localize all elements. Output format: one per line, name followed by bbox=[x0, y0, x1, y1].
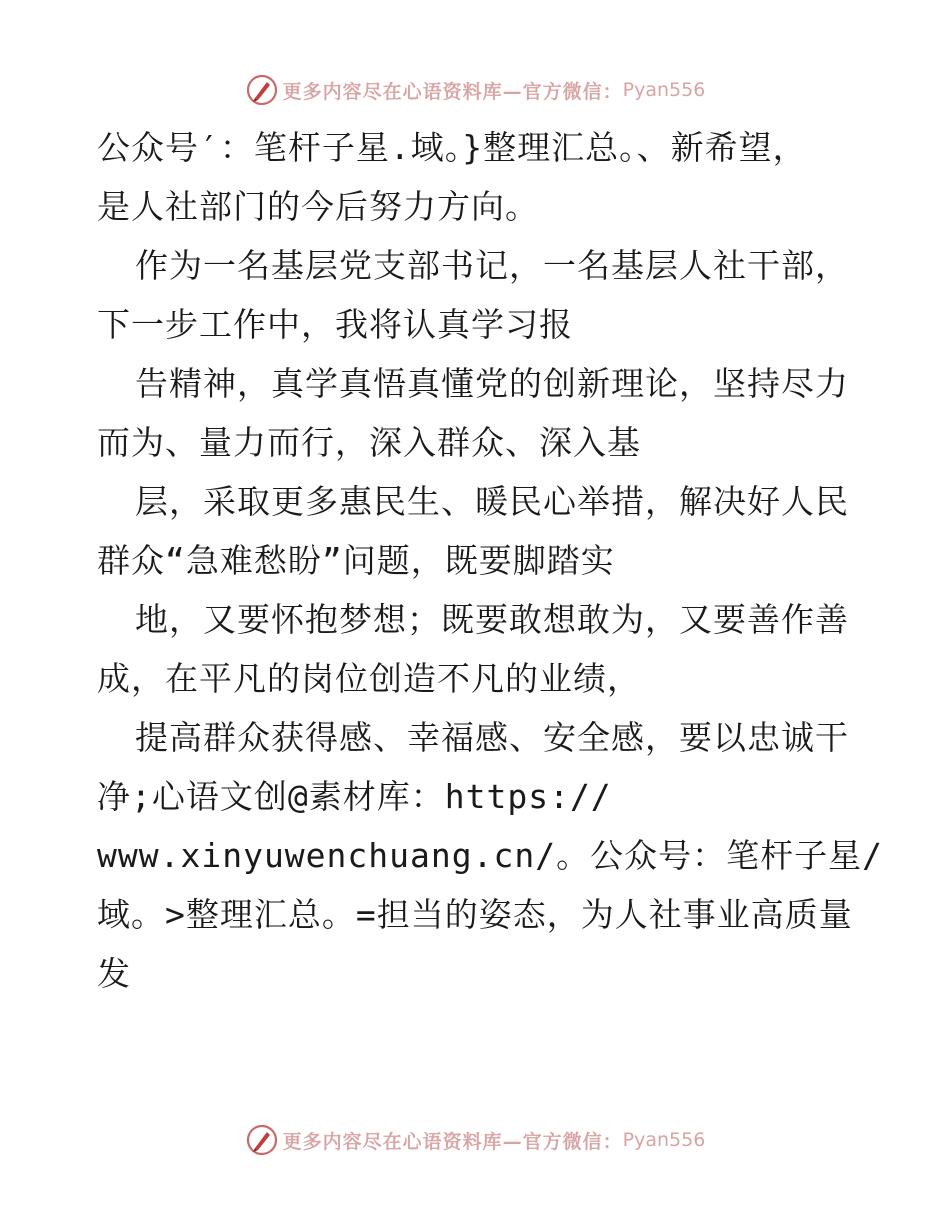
body-line: 发 bbox=[97, 954, 131, 993]
body-line: 群众“急难愁盼”问题，既要脚踏实 bbox=[97, 541, 615, 580]
document-body bbox=[97, 118, 883, 1003]
body-line: www.xinyuwenchuang.cn/。公众号：笔杆子星/ bbox=[97, 836, 883, 875]
body-line: 净;心语文创@素材库：https:// bbox=[97, 777, 612, 816]
watermark-wechat-id: Pyan556 bbox=[622, 79, 706, 101]
pen-nib-logo-icon bbox=[245, 1123, 279, 1157]
body-line: 下一步工作中，我将认真学习报 bbox=[97, 305, 573, 344]
body-line: 而为、量力而行，深入群众、深入基 bbox=[97, 423, 641, 462]
body-line: 域。>整理汇总。=担当的姿态，为人社事业高质量 bbox=[97, 895, 853, 934]
body-line: 作为一名基层党支部书记，一名基层人社干部， bbox=[135, 246, 849, 285]
body-line: 成，在平凡的岗位创造不凡的业绩， bbox=[97, 659, 641, 698]
body-line: 公众号′：笔杆子星.域。}整理汇总。、新希望， bbox=[97, 128, 807, 167]
watermark-text: 更多内容尽在心语资料库—官方微信： bbox=[282, 80, 623, 103]
body-line: 层，采取更多惠民生、暖民心举措，解决好人民 bbox=[135, 482, 849, 521]
body-line: 告精神，真学真悟真懂党的创新理论，坚持尽力 bbox=[135, 364, 849, 403]
body-line: 是人社部门的今后努力方向。 bbox=[97, 187, 539, 226]
pen-nib-logo-icon bbox=[245, 73, 279, 107]
watermark-wechat-id: Pyan556 bbox=[622, 1129, 706, 1151]
footer-watermark bbox=[0, 1120, 950, 1160]
body-line: 地，又要怀抱梦想；既要敢想敢为，又要善作善 bbox=[135, 600, 849, 639]
watermark-text: 更多内容尽在心语资料库—官方微信： bbox=[282, 1130, 623, 1153]
header-watermark bbox=[0, 70, 950, 110]
body-line: 提高群众获得感、幸福感、安全感，要以忠诚干 bbox=[135, 718, 849, 757]
